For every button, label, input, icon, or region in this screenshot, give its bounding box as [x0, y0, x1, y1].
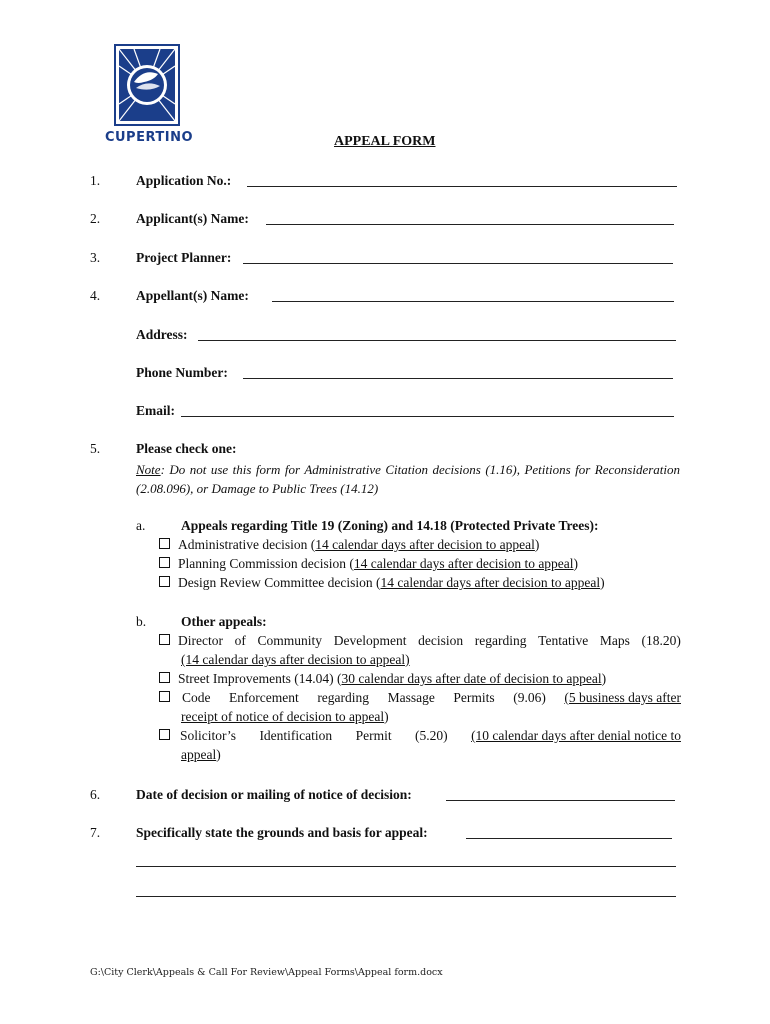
option-word: Identification	[259, 728, 333, 743]
option-word: Enforcement	[229, 690, 299, 705]
grounds-line-3[interactable]	[136, 896, 676, 897]
checkbox-wrap	[159, 728, 236, 744]
option-word: Solicitor’s	[180, 728, 237, 743]
application-no-line[interactable]	[247, 186, 677, 187]
application-no-label: Application No.:	[136, 173, 232, 188]
address-line[interactable]	[198, 340, 676, 341]
option-close: )	[384, 709, 389, 724]
project-planner-label: Project Planner:	[136, 250, 232, 265]
option-word: Code	[182, 690, 211, 705]
option-word: Community	[257, 633, 323, 648]
checkbox-wrap	[159, 633, 223, 649]
checkbox[interactable]	[159, 576, 170, 587]
subsection-letter: a.	[136, 518, 146, 533]
option-deadline: 14 calendar days after decision to appeal	[353, 556, 574, 571]
form-title: APPEAL FORM	[334, 134, 436, 149]
option-tentative-maps[interactable]	[159, 633, 681, 649]
option-word: (5.20)	[415, 728, 448, 743]
grounds-line-2[interactable]	[136, 866, 676, 867]
checkbox[interactable]	[159, 691, 170, 702]
option-deadline: (5 business days after	[564, 690, 681, 705]
field-number: 5.	[90, 441, 101, 456]
option-close: )	[573, 556, 579, 571]
option-word: regarding	[474, 633, 527, 648]
option-solicitor-deadline	[181, 747, 221, 763]
checkbox[interactable]	[159, 729, 170, 740]
email-line[interactable]	[181, 416, 674, 417]
option-street-improvements[interactable]	[159, 671, 606, 687]
checkbox[interactable]	[159, 672, 170, 683]
file-path-footer: G:\City Clerk\Appeals & Call For Review\Appeal Forms\Appeal form.docx	[90, 967, 443, 978]
address-label: Address:	[136, 327, 188, 342]
option-tentative-maps-deadline	[181, 652, 410, 668]
applicant-name-line[interactable]	[266, 224, 674, 225]
phone-number-line[interactable]	[243, 378, 673, 379]
option-deadline: receipt of notice of decision to appeal	[181, 709, 385, 724]
option-deadline: 14 calendar days after decision to appeal	[380, 575, 601, 590]
option-word: regarding	[317, 690, 370, 705]
subsection-letter: b.	[136, 614, 147, 629]
decision-date-label: Date of decision or mailing of notice of decision:	[136, 787, 412, 802]
appellant-name-label: Appellant(s) Name:	[136, 288, 249, 303]
option-planning-commission-decision[interactable]	[159, 556, 578, 572]
other-appeals-heading: Other appeals:	[181, 614, 267, 629]
checkbox-wrap	[159, 690, 211, 706]
checkbox[interactable]	[159, 557, 170, 568]
option-word: Permits	[453, 690, 495, 705]
option-close: )	[216, 747, 221, 762]
option-word: Massage	[387, 690, 435, 705]
checkbox[interactable]	[159, 538, 170, 549]
field-number: 2.	[90, 211, 101, 226]
note-body: : Do not use this form for Administrative Citation decisions (1.16), Petitions for Reconsideration (2.08.096), or Damage to Public Trees (14.12)	[136, 462, 680, 496]
option-word: (18.20)	[641, 633, 681, 648]
note-label: Note	[136, 462, 161, 477]
option-solicitors-identification-permit[interactable]	[159, 728, 681, 744]
option-text: Street Improvements (14.04) (	[178, 671, 342, 686]
option-deadline: 30 calendar days after date of decision to appeal	[341, 671, 602, 686]
field-number: 4.	[90, 288, 101, 303]
option-deadline: (10 calendar days after denial notice to	[471, 728, 681, 743]
appellant-name-line[interactable]	[272, 301, 674, 302]
option-word: (9.06)	[513, 690, 546, 705]
option-text: Administrative decision (	[178, 537, 316, 552]
field-number: 1.	[90, 173, 101, 188]
applicant-name-label: Applicant(s) Name:	[136, 211, 249, 226]
title19-appeals-heading: Appeals regarding Title 19 (Zoning) and 14.18 (Protected Private Trees):	[181, 518, 599, 533]
option-administrative-decision[interactable]	[159, 537, 539, 553]
option-word: decision	[418, 633, 464, 648]
note-text	[136, 460, 680, 498]
project-planner-line[interactable]	[243, 263, 673, 264]
phone-number-label: Phone Number:	[136, 365, 228, 380]
option-close: )	[601, 671, 607, 686]
please-check-one-label: Please check one:	[136, 441, 237, 456]
option-word: of	[234, 633, 246, 648]
decision-date-line[interactable]	[446, 800, 675, 801]
grounds-line-1[interactable]	[466, 838, 672, 839]
option-design-review-committee-decision[interactable]	[159, 575, 605, 591]
logo-wordmark: CUPERTINO	[104, 130, 194, 145]
email-label: Email:	[136, 403, 175, 418]
field-number: 7.	[90, 825, 101, 840]
field-number: 3.	[90, 250, 101, 265]
option-deadline: (14 calendar days after decision to appeal)	[181, 652, 410, 667]
checkbox[interactable]	[159, 634, 170, 645]
option-massage-permits-deadline	[181, 709, 389, 725]
field-number: 6.	[90, 787, 101, 802]
cupertino-seal-logo	[114, 44, 180, 126]
option-word: Director	[178, 633, 223, 648]
option-deadline: appeal	[181, 747, 217, 762]
option-close: )	[534, 537, 540, 552]
option-word: Development	[333, 633, 407, 648]
option-word: Tentative	[538, 633, 589, 648]
option-close: )	[600, 575, 605, 590]
option-text: Planning Commission decision (	[178, 556, 354, 571]
option-text: Design Review Committee decision (	[178, 575, 381, 590]
option-code-enforcement-massage-permits[interactable]	[159, 690, 681, 706]
grounds-for-appeal-label: Specifically state the grounds and basis for appeal:	[136, 825, 428, 840]
option-deadline: 14 calendar days after decision to appeal	[315, 537, 535, 552]
option-word: Maps	[599, 633, 630, 648]
option-word: Permit	[355, 728, 392, 743]
